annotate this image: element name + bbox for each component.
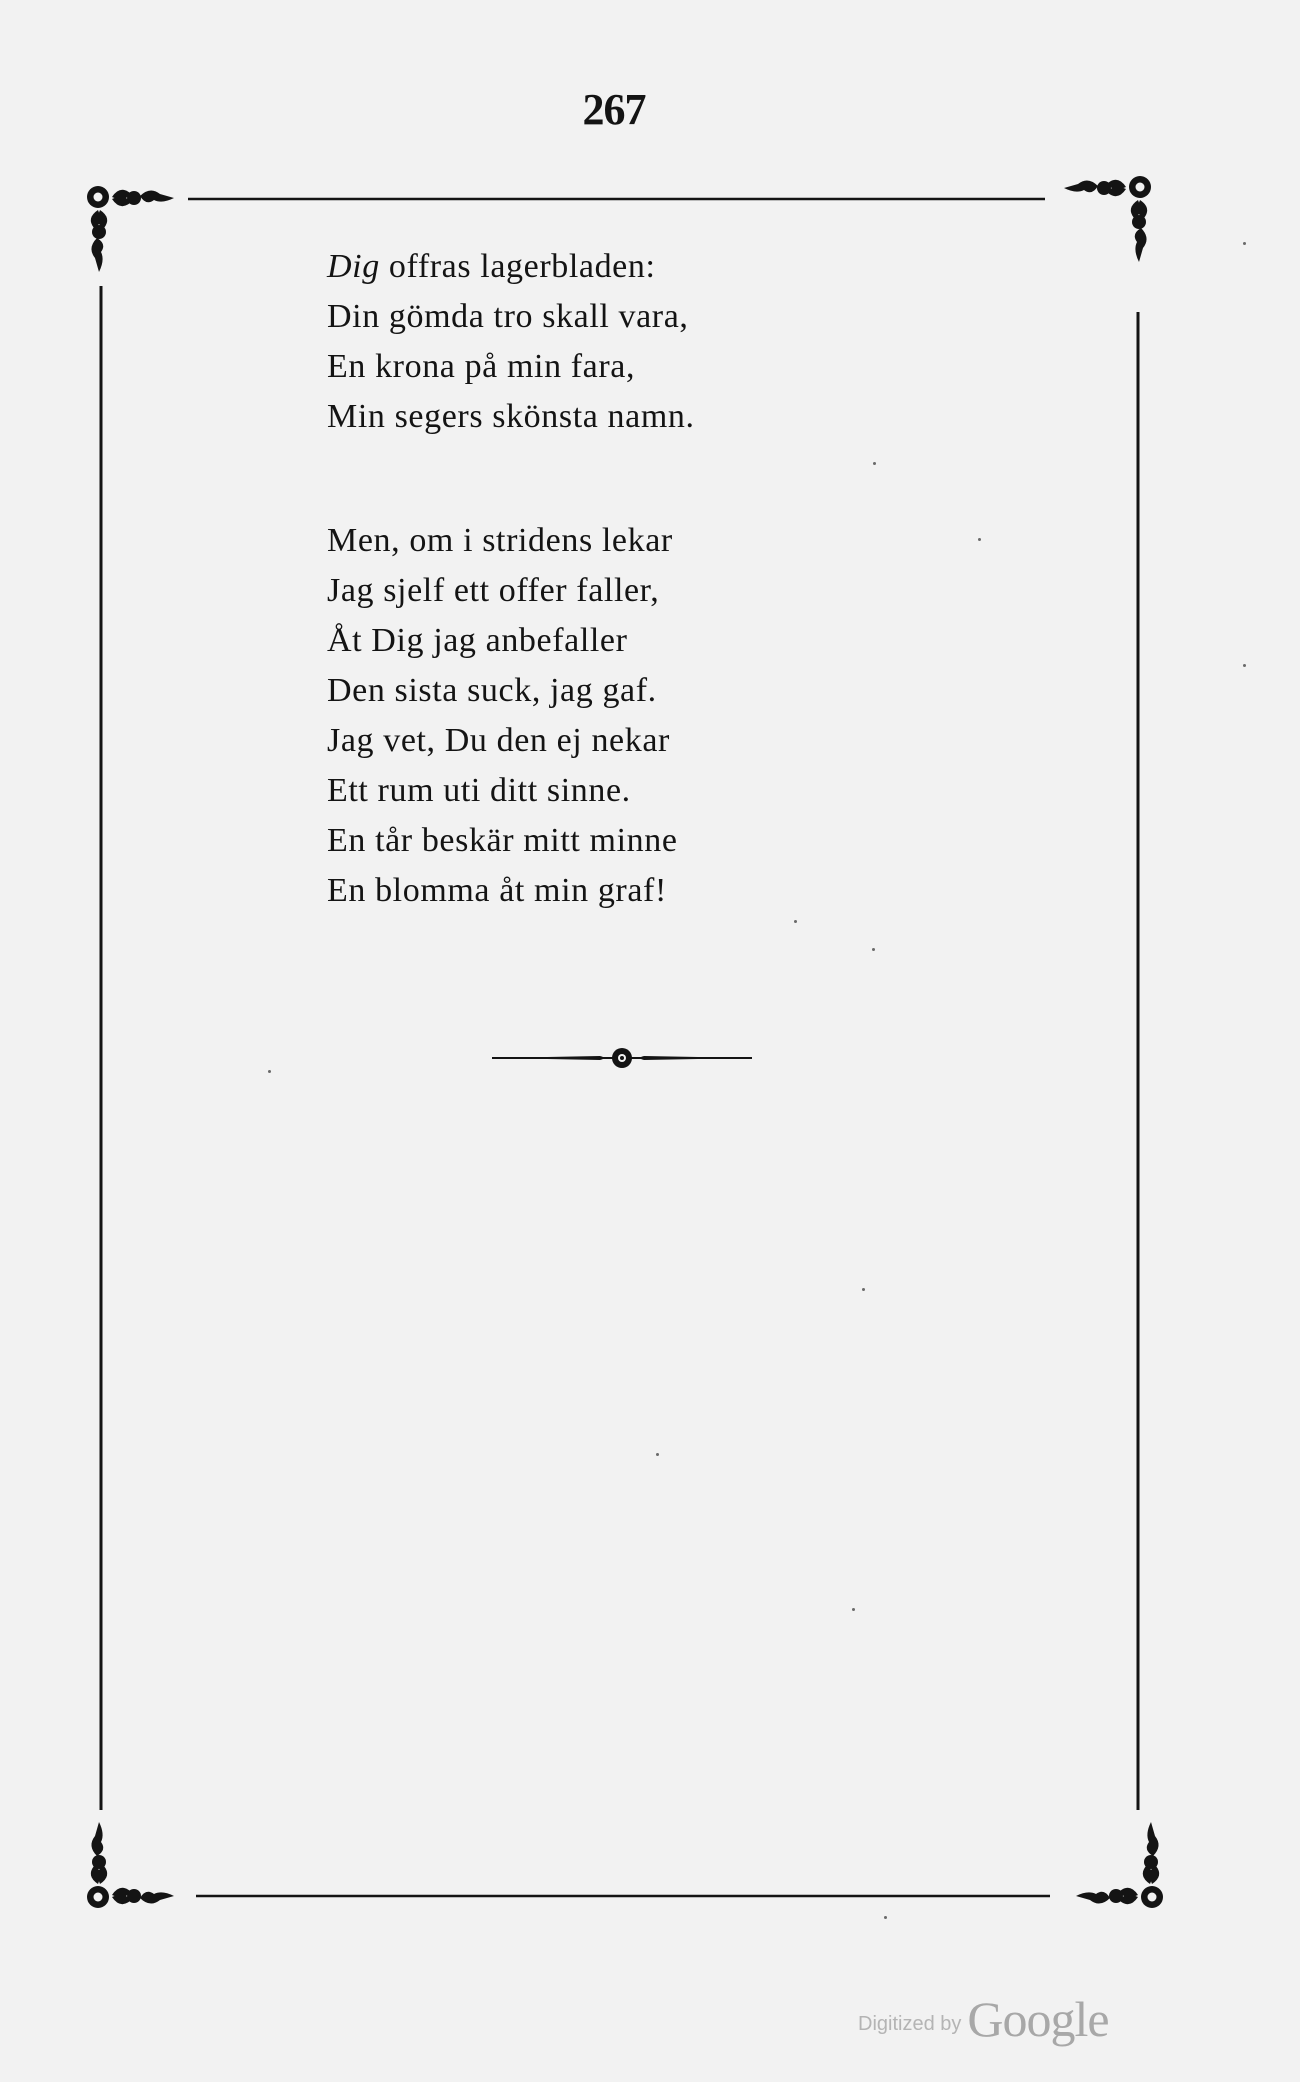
corner-ornament-bottom-right-icon <box>1076 1822 1163 1908</box>
digitized-by-google-watermark <box>858 1990 1109 2047</box>
scan-speck <box>852 1608 855 1611</box>
google-wordmark: Google <box>967 1991 1109 2047</box>
scan-speck <box>1243 664 1246 667</box>
italic-word: Dig <box>327 248 380 285</box>
digitized-label: Digitized by <box>858 2013 962 2035</box>
scan-speck <box>268 1070 271 1073</box>
stanza <box>327 516 695 916</box>
verse-line: En blomma åt min graf! <box>327 872 667 909</box>
verse-line: Ett rum uti ditt sinne. <box>327 772 631 809</box>
verse-line: Din gömda tro skall vara, <box>327 298 689 335</box>
page-number: 267 <box>582 85 646 134</box>
verse-line: Den sista suck, jag gaf. <box>327 672 657 709</box>
scan-speck <box>978 538 981 541</box>
scan-speck <box>794 920 797 923</box>
poem <box>327 242 695 916</box>
rosette-divider-icon <box>490 1046 754 1070</box>
verse-line: Jag vet, Du den ej nekar <box>327 722 670 759</box>
verse-line: Min segers skönsta namn. <box>327 398 695 435</box>
scan-speck <box>873 462 876 465</box>
verse-text: offras lagerbladen: <box>379 248 656 285</box>
scan-speck <box>656 1453 659 1456</box>
corner-ornament-top-left-icon <box>87 186 174 272</box>
verse-line: Men, om i stridens lekar <box>327 522 673 559</box>
verse-line: Åt Dig jag anbefaller <box>327 622 628 659</box>
corner-ornament-top-right-icon <box>1064 176 1151 262</box>
verse-line: En krona på min fara, <box>327 348 636 385</box>
stanza <box>327 242 695 442</box>
scan-speck <box>884 1916 887 1919</box>
scan-speck <box>872 948 875 951</box>
scan-speck <box>1243 242 1246 245</box>
corner-ornament-bottom-left-icon <box>87 1822 174 1908</box>
verse-line: En tår beskär mitt minne <box>327 822 678 859</box>
verse-line: Jag sjelf ett offer faller, <box>327 572 660 609</box>
verse-line <box>327 242 695 292</box>
scan-speck <box>862 1288 865 1291</box>
